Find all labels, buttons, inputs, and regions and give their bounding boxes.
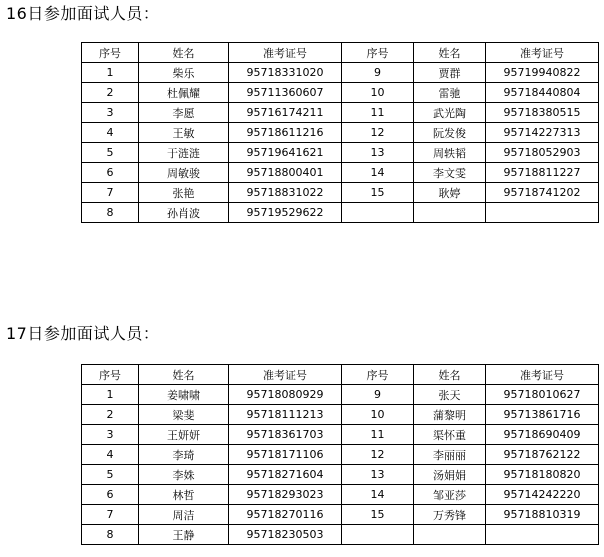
table-row — [82, 123, 599, 143]
cell-exam-id: 95718271604 — [229, 465, 342, 485]
cell-seq — [342, 525, 414, 545]
cell-name: 王妍妍 — [139, 425, 229, 445]
cell-name: 耿婷 — [414, 183, 486, 203]
cell-name: 渠怀重 — [414, 425, 486, 445]
column-header-exam-id: 准考证号 — [229, 43, 342, 63]
cell-exam-id: 95719940822 — [486, 63, 599, 83]
cell-name: 李琦 — [139, 445, 229, 465]
column-header-name: 姓名 — [139, 365, 229, 385]
cell-seq: 13 — [342, 465, 414, 485]
cell-exam-id: 95718741202 — [486, 183, 599, 203]
cell-name: 柴乐 — [139, 63, 229, 83]
cell-name: 贾群 — [414, 63, 486, 83]
column-header-seq: 序号 — [82, 365, 139, 385]
cell-seq: 11 — [342, 103, 414, 123]
cell-exam-id: 95716174211 — [229, 103, 342, 123]
cell-seq: 5 — [82, 465, 139, 485]
cell-exam-id: 95718052903 — [486, 143, 599, 163]
cell-seq: 9 — [342, 385, 414, 405]
cell-name: 林哲 — [139, 485, 229, 505]
cell-seq: 4 — [82, 445, 139, 465]
cell-name: 万秀锋 — [414, 505, 486, 525]
cell-seq — [342, 203, 414, 223]
cell-name: 孙肖波 — [139, 203, 229, 223]
table-row — [82, 485, 599, 505]
cell-name: 李愿 — [139, 103, 229, 123]
cell-name: 雷驰 — [414, 83, 486, 103]
cell-seq: 14 — [342, 485, 414, 505]
table-row — [82, 425, 599, 445]
table-row — [82, 163, 599, 183]
table-row — [82, 385, 599, 405]
table-row — [82, 63, 599, 83]
cell-exam-id: 95718611216 — [229, 123, 342, 143]
table-row — [82, 183, 599, 203]
column-header-exam-id: 准考证号 — [486, 43, 599, 63]
cell-exam-id: 95714227313 — [486, 123, 599, 143]
cell-exam-id: 95713861716 — [486, 405, 599, 425]
cell-name: 汤娟娟 — [414, 465, 486, 485]
cell-seq: 13 — [342, 143, 414, 163]
cell-exam-id — [486, 203, 599, 223]
cell-name: 周敏骏 — [139, 163, 229, 183]
cell-seq: 2 — [82, 83, 139, 103]
column-header-seq: 序号 — [342, 365, 414, 385]
heading-day16: 16日参加面试人员： — [6, 4, 160, 23]
cell-name: 张天 — [414, 385, 486, 405]
table-row — [82, 465, 599, 485]
cell-exam-id: 95718293023 — [229, 485, 342, 505]
cell-seq: 5 — [82, 143, 139, 163]
cell-exam-id: 95718080929 — [229, 385, 342, 405]
cell-name: 王静 — [139, 525, 229, 545]
cell-exam-id: 95718270116 — [229, 505, 342, 525]
cell-seq: 3 — [82, 425, 139, 445]
cell-exam-id: 95718440804 — [486, 83, 599, 103]
cell-exam-id: 95718010627 — [486, 385, 599, 405]
cell-seq: 7 — [82, 505, 139, 525]
cell-exam-id: 95718380515 — [486, 103, 599, 123]
cell-name: 于涟涟 — [139, 143, 229, 163]
cell-name: 李姝 — [139, 465, 229, 485]
cell-exam-id: 95718111213 — [229, 405, 342, 425]
table-row — [82, 505, 599, 525]
cell-seq: 14 — [342, 163, 414, 183]
table-row — [82, 83, 599, 103]
cell-exam-id: 95718831022 — [229, 183, 342, 203]
cell-name: 梁斐 — [139, 405, 229, 425]
cell-name: 邹亚莎 — [414, 485, 486, 505]
cell-exam-id — [486, 525, 599, 545]
column-header-name: 姓名 — [414, 365, 486, 385]
cell-seq: 8 — [82, 203, 139, 223]
cell-name — [414, 203, 486, 223]
cell-name: 姜啸啸 — [139, 385, 229, 405]
column-header-exam-id: 准考证号 — [486, 365, 599, 385]
cell-name: 武光陶 — [414, 103, 486, 123]
cell-seq: 9 — [342, 63, 414, 83]
cell-exam-id: 95718762122 — [486, 445, 599, 465]
cell-seq: 7 — [82, 183, 139, 203]
cell-seq: 4 — [82, 123, 139, 143]
interview-table-day16 — [81, 42, 599, 223]
cell-name: 李文雯 — [414, 163, 486, 183]
cell-seq: 1 — [82, 385, 139, 405]
cell-exam-id: 95711360607 — [229, 83, 342, 103]
cell-seq: 12 — [342, 123, 414, 143]
table-row — [82, 103, 599, 123]
cell-seq: 8 — [82, 525, 139, 545]
cell-seq: 6 — [82, 163, 139, 183]
cell-seq: 6 — [82, 485, 139, 505]
table-header-row — [82, 43, 599, 63]
column-header-seq: 序号 — [342, 43, 414, 63]
cell-exam-id: 95718230503 — [229, 525, 342, 545]
cell-exam-id: 95714242220 — [486, 485, 599, 505]
cell-seq: 1 — [82, 63, 139, 83]
cell-seq: 11 — [342, 425, 414, 445]
cell-exam-id: 95718331020 — [229, 63, 342, 83]
cell-name: 李丽丽 — [414, 445, 486, 465]
cell-name: 周洁 — [139, 505, 229, 525]
interview-table-day17 — [81, 364, 599, 545]
table-row — [82, 203, 599, 223]
table-row — [82, 405, 599, 425]
cell-name: 阮发俊 — [414, 123, 486, 143]
cell-name: 周轶韬 — [414, 143, 486, 163]
cell-name: 王敏 — [139, 123, 229, 143]
cell-name: 杜佩耀 — [139, 83, 229, 103]
cell-exam-id: 95718690409 — [486, 425, 599, 445]
table-row — [82, 525, 599, 545]
cell-name: 蒲黎明 — [414, 405, 486, 425]
cell-seq: 10 — [342, 83, 414, 103]
table-header-row — [82, 365, 599, 385]
cell-seq: 10 — [342, 405, 414, 425]
cell-seq: 12 — [342, 445, 414, 465]
table-row — [82, 445, 599, 465]
heading-day17: 17日参加面试人员： — [6, 324, 160, 343]
cell-name — [414, 525, 486, 545]
cell-seq: 15 — [342, 183, 414, 203]
cell-exam-id: 95718811227 — [486, 163, 599, 183]
cell-seq: 2 — [82, 405, 139, 425]
cell-exam-id: 95718180820 — [486, 465, 599, 485]
column-header-exam-id: 准考证号 — [229, 365, 342, 385]
cell-seq: 3 — [82, 103, 139, 123]
cell-exam-id: 95718810319 — [486, 505, 599, 525]
cell-exam-id: 95718171106 — [229, 445, 342, 465]
column-header-name: 姓名 — [414, 43, 486, 63]
cell-name: 张艳 — [139, 183, 229, 203]
cell-exam-id: 95718361703 — [229, 425, 342, 445]
column-header-name: 姓名 — [139, 43, 229, 63]
cell-exam-id: 95719529622 — [229, 203, 342, 223]
column-header-seq: 序号 — [82, 43, 139, 63]
cell-seq: 15 — [342, 505, 414, 525]
cell-exam-id: 95718800401 — [229, 163, 342, 183]
cell-exam-id: 95719641621 — [229, 143, 342, 163]
table-row — [82, 143, 599, 163]
